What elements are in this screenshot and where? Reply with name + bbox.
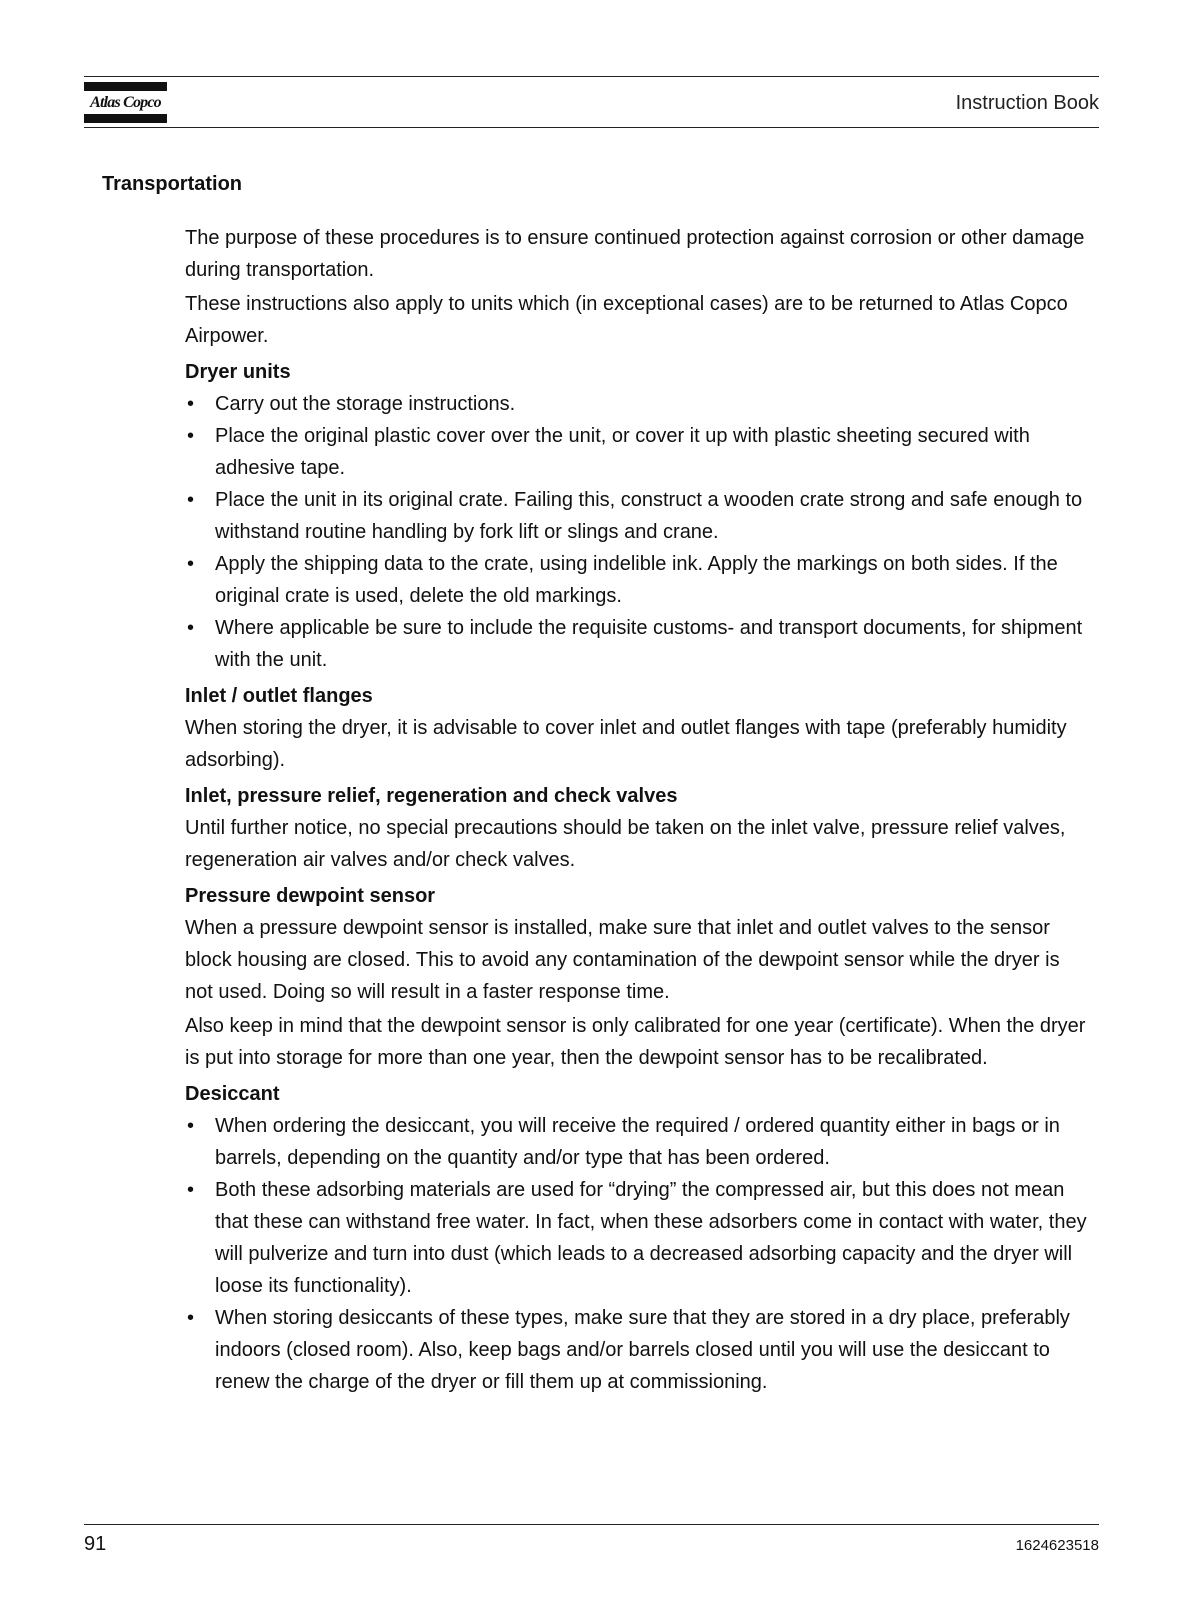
valves-text: Until further notice, no special precautions should be taken on the inlet valve, pressure relief valves, regeneration air valves and/or check valves. [185, 817, 1066, 871]
logo-top-bar [84, 82, 167, 91]
document-number: 1624623518 [1015, 1537, 1099, 1554]
desiccant-heading: Desiccant [185, 1083, 280, 1105]
footer-rule [84, 1524, 1099, 1525]
flanges-heading: Inlet / outlet flanges [185, 685, 373, 707]
list-item: • Both these adsorbing materials are used for “drying” the compressed air, but this does not mean that these can withstand free water. In fact, when these adsorbers come in contact with water, they will pulverize and turn into dust (which leads to a decreased adsorbing capacity and the dryer will loose its functionality). [185, 1174, 1089, 1302]
list-item: • Where applicable be sure to include the requisite customs- and transport documents, for shipment with the unit. [185, 612, 1089, 676]
desiccant-list [185, 1110, 1089, 1398]
section-title: Transportation [102, 173, 243, 195]
page-number: 91 [84, 1533, 107, 1555]
sensor-text-2: Also keep in mind that the dewpoint sensor is only calibrated for one year (certificate). When the dryer is put into storage for more than one year, then the dewpoint sensor has to be recalibrated. [185, 1015, 1086, 1069]
list-item: • When ordering the desiccant, you will receive the required / ordered quantity either in bags or in barrels, depending on the quantity and/or type that has been ordered. [185, 1110, 1089, 1174]
logo-text: Atlas Copco [90, 94, 161, 111]
list-item: • Apply the shipping data to the crate, using indelible ink. Apply the markings on both sides. If the original crate is used, delete the old markings. [185, 548, 1089, 612]
logo-bottom-bar [84, 114, 167, 123]
list-item: • Place the original plastic cover over the unit, or cover it up with plastic sheeting secured with adhesive tape. [185, 420, 1089, 484]
dryer-units-heading: Dryer units [185, 361, 291, 383]
intro-paragraph-2: These instructions also apply to units which (in exceptional cases) are to be returned to Atlas Copco Airpower. [185, 293, 1068, 347]
dryer-units-list [185, 388, 1089, 676]
sensor-text-1: When a pressure dewpoint sensor is installed, make sure that inlet and outlet valves to the sensor block housing are closed. This to avoid any contamination of the dewpoint sensor while the dryer is not used. Doing so will result in a faster response time. [185, 917, 1060, 1003]
header-title: Instruction Book [955, 92, 1099, 114]
header-top-rule [84, 76, 1099, 77]
flanges-text: When storing the dryer, it is advisable to cover inlet and outlet flanges with tape (preferably humidity adsorbing). [185, 717, 1067, 771]
header-bottom-rule [84, 127, 1099, 128]
valves-heading: Inlet, pressure relief, regeneration and check valves [185, 785, 678, 807]
page-content [185, 222, 1089, 1398]
intro-paragraph-1: The purpose of these procedures is to ensure continued protection against corrosion or other damage during transportation. [185, 227, 1085, 281]
sensor-heading: Pressure dewpoint sensor [185, 885, 436, 907]
list-item: • Carry out the storage instructions. [185, 388, 1089, 420]
atlas-copco-logo [84, 82, 167, 126]
list-item: • Place the unit in its original crate. Failing this, construct a wooden crate strong and safe enough to withstand routine handling by fork lift or slings and crane. [185, 484, 1089, 548]
list-item: • When storing desiccants of these types, make sure that they are stored in a dry place, preferably indoors (closed room). Also, keep bags and/or barrels closed until you will use the desiccant to renew the charge of the dryer or fill them up at commissioning. [185, 1302, 1089, 1398]
